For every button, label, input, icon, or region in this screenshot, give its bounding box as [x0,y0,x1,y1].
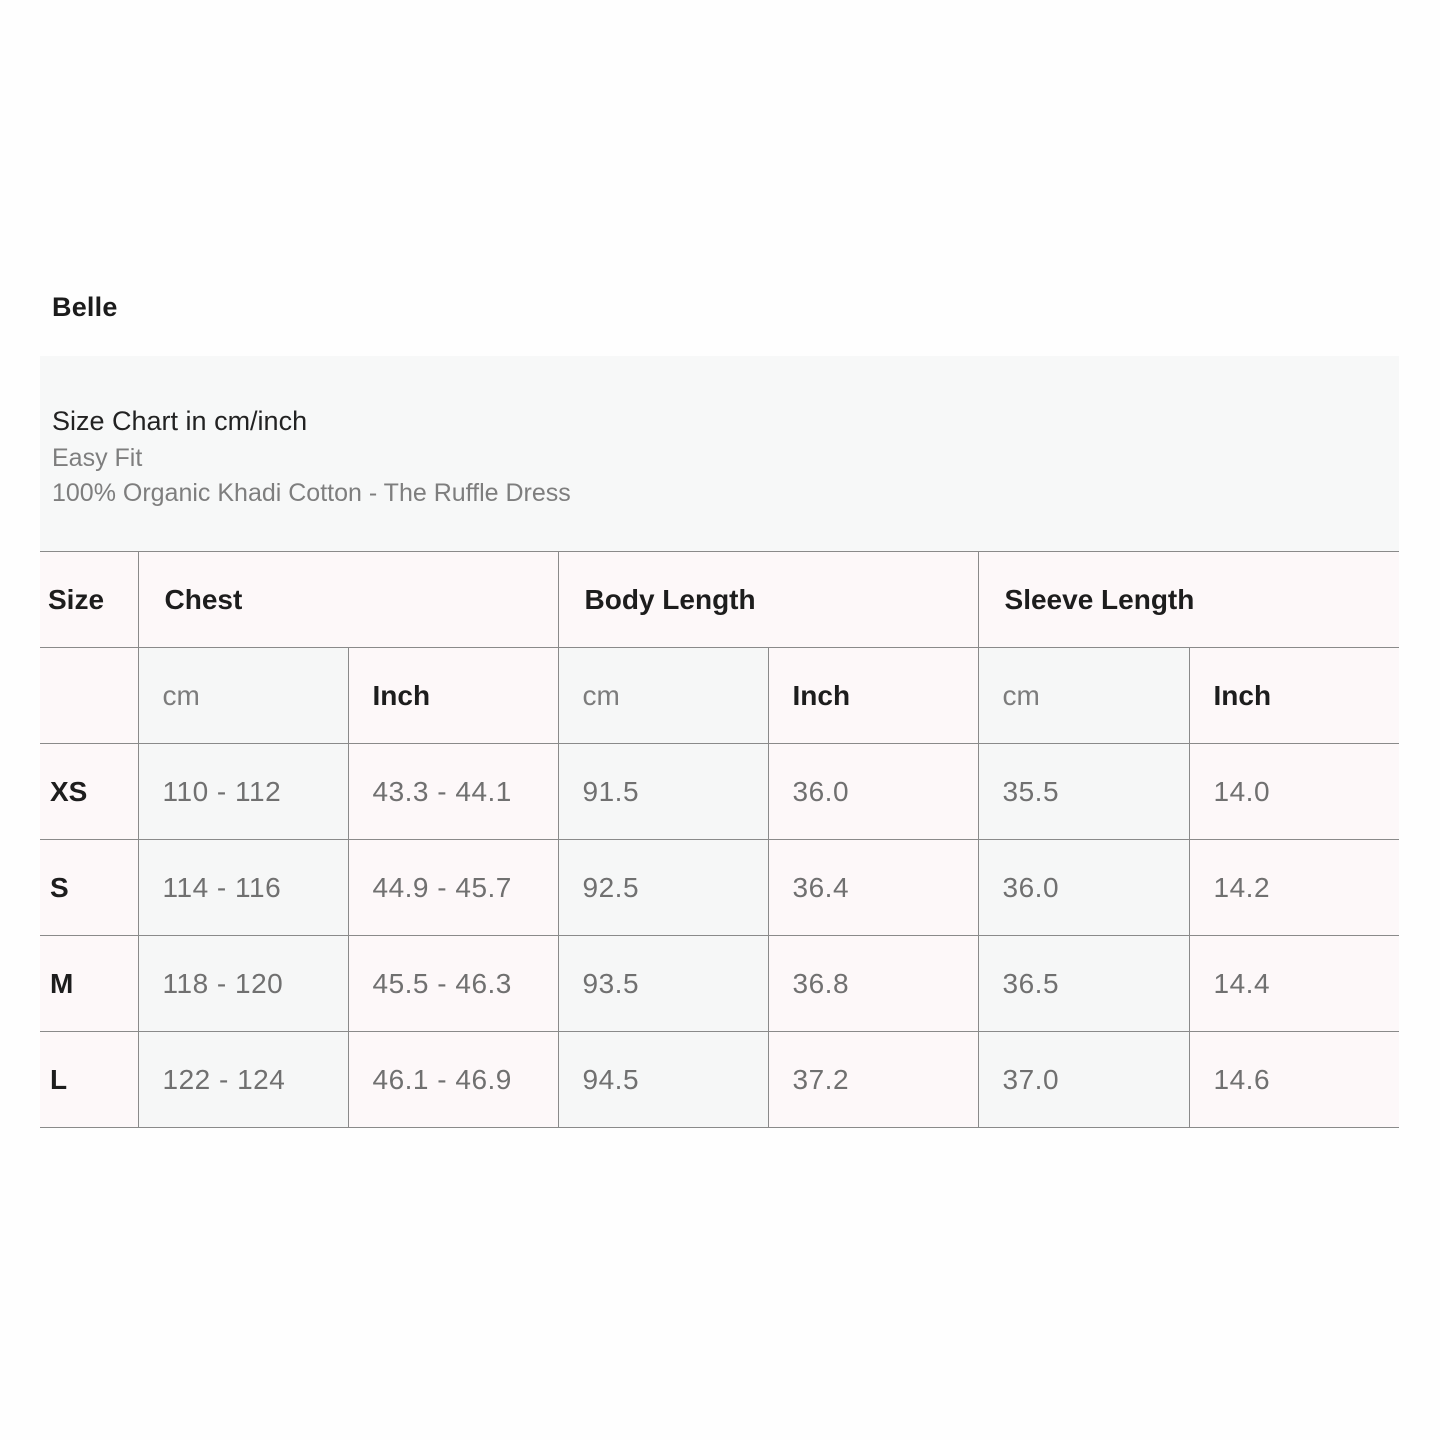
sleeve-cm-value: 35.5 [978,744,1189,840]
table-row [40,1032,1399,1128]
group-header-row [40,552,1399,648]
chest-cm-header: cm [138,648,348,744]
body-inch-value: 36.8 [768,936,978,1032]
sleeve-cm-value: 37.0 [978,1032,1189,1128]
table-row [40,936,1399,1032]
unit-header-row [40,648,1399,744]
body-cm-value: 92.5 [558,840,768,936]
brand-title: Belle [52,292,118,322]
sleeve-inch-header: Inch [1189,648,1399,744]
chest-inch-value: 44.9 - 45.7 [348,840,558,936]
size-chart-title: Size Chart in cm/inch [52,406,308,436]
size-column-header: Size [40,552,138,648]
chest-inch-header: Inch [348,648,558,744]
body-cm-header: cm [558,648,768,744]
size-chart-table [40,551,1399,1128]
sleeve-length-header: Sleeve Length [978,552,1399,648]
table-row [40,840,1399,936]
chest-cm-value: 110 - 112 [138,744,348,840]
chest-cm-value: 122 - 124 [138,1032,348,1128]
size-chart-info-panel [40,356,1399,551]
body-inch-value: 36.0 [768,744,978,840]
sleeve-inch-value: 14.0 [1189,744,1399,840]
sleeve-cm-value: 36.0 [978,840,1189,936]
sleeve-inch-value: 14.6 [1189,1032,1399,1128]
table-row [40,744,1399,840]
body-inch-value: 37.2 [768,1032,978,1128]
chest-inch-value: 46.1 - 46.9 [348,1032,558,1128]
size-label: S [40,840,138,936]
sleeve-inch-value: 14.4 [1189,936,1399,1032]
body-cm-value: 94.5 [558,1032,768,1128]
fabric-label: 100% Organic Khadi Cotton - The Ruffle Dress [52,479,571,507]
fit-label: Easy Fit [52,444,143,472]
chest-cm-value: 118 - 120 [138,936,348,1032]
size-label: XS [40,744,138,840]
sleeve-inch-value: 14.2 [1189,840,1399,936]
sleeve-cm-header: cm [978,648,1189,744]
size-label: L [40,1032,138,1128]
chest-header: Chest [138,552,558,648]
body-cm-value: 93.5 [558,936,768,1032]
body-inch-value: 36.4 [768,840,978,936]
body-length-header: Body Length [558,552,978,648]
body-cm-value: 91.5 [558,744,768,840]
sleeve-cm-value: 36.5 [978,936,1189,1032]
size-label: M [40,936,138,1032]
chest-cm-value: 114 - 116 [138,840,348,936]
chest-inch-value: 43.3 - 44.1 [348,744,558,840]
body-inch-header: Inch [768,648,978,744]
unit-empty-cell [40,648,138,744]
chest-inch-value: 45.5 - 46.3 [348,936,558,1032]
